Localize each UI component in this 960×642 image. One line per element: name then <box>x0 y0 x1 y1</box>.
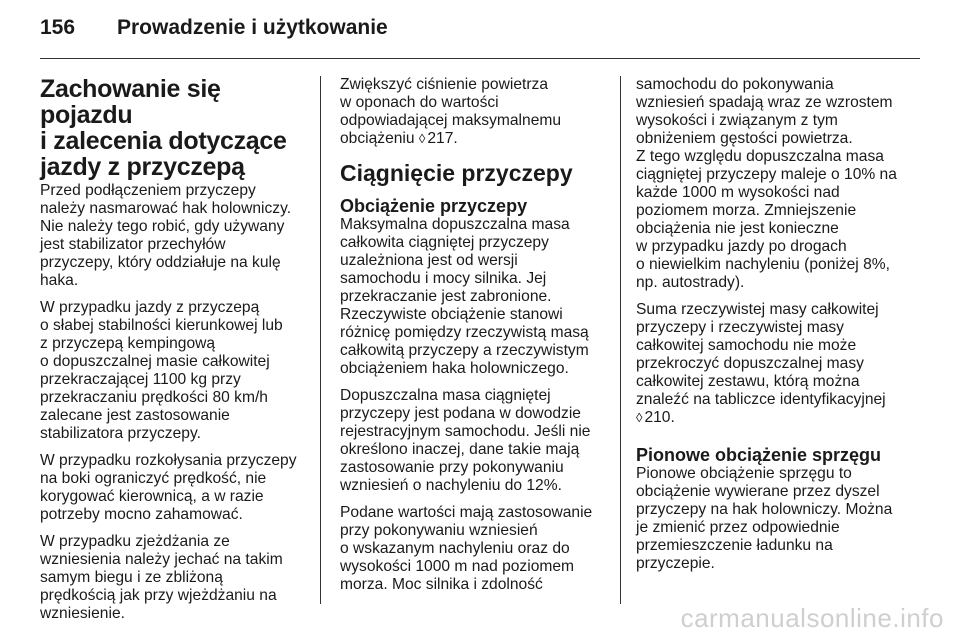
paragraph: Podane wartości mają zastosowanie przy pokonywaniu wzniesień o wskazanym nachyleniu oraz do wysokości 1000 m nad poziomem morza. Moc silnika i zdolność <box>340 504 593 593</box>
paragraph: Przed podłączeniem przyczepy należy nasmarować hak holowniczy. Nie należy tego robić, gdy używany jest stabilizator przechyłów przyczepy, który oddziałuje na kulę haka. <box>40 182 292 289</box>
page-reference-link[interactable]: 217. <box>427 130 458 147</box>
subheading: Pionowe obciążenie sprzęgu <box>636 445 882 465</box>
paragraph: W przypadku zjeżdżania ze wzniesienia należy jechać na takim samym biegu i ze zbliżoną prędkością jak przy wjeżdżaniu na wzniesienie. <box>40 533 283 622</box>
page-reference-icon: ◊ <box>636 410 643 425</box>
page-header <box>40 16 388 52</box>
paragraph: Dopuszczalna masa ciągniętej przyczepy jest podana w dowodzie rejestracyjnym samochodu. Jeśli nie określono inaczej, dane takie mają zastosowanie przy pokonywaniu wzniesień o nachyleniu do 12%. <box>340 387 591 494</box>
column-middle <box>340 76 602 603</box>
paragraph-text: Suma rzeczywistej masy całkowitej przyczepy i rzeczywistej masy całkowitej samochodu nie może przekroczyć dopuszczalnej masy całkowitej zestawu, którą można znaleźć na tabliczce identyfikacyjnej <box>636 301 886 408</box>
subheading: Obciążenie przyczepy <box>340 196 528 216</box>
paragraph-text: Zwiększyć ciśnienie powietrza w oponach do wartości odpowiadającej maksymalnemu obciążeniu <box>340 76 562 147</box>
column-left <box>40 76 310 632</box>
paragraph: samochodu do pokonywania wzniesień spadają wraz ze wzrostem wysokości i związanym z tym obniżeniem gęstości powietrza. Z tego względu dopuszczalna masa ciągniętej przyczepy maleje o 10% na każde 1000 m wysokości nad poziomem morza. Zmniejszenie obciążenia nie jest konieczne w przypadku jazdy po drogach o niewielkim nachyleniu (poniżej 8%, np. autostrady). <box>636 76 897 291</box>
paragraph <box>340 76 602 148</box>
page-number: 156 <box>40 16 76 39</box>
watermark: carmanualsonline.info <box>680 603 944 633</box>
page-reference-link[interactable]: 210. <box>644 409 675 426</box>
section-heading: Zachowanie się pojazdu i zalecenia dotyczące jazdy z przyczepą <box>40 75 287 181</box>
column-right <box>636 76 906 582</box>
chapter-heading: Ciągnięcie przyczepy <box>340 160 573 186</box>
header-rule <box>40 58 920 59</box>
paragraph: W przypadku rozkołysania przyczepy na boki ograniczyć prędkość, nie korygować kierownicą, a w razie potrzeby mocno zahamować. <box>40 452 297 523</box>
paragraph: Maksymalna dopuszczalna masa całkowita ciągniętej przyczepy uzależniona jest od wersji samochodu i mocy silnika. Jej przekraczanie jest zabronione. Rzeczywiste obciążenie stanowi różnicę pomiędzy rzeczywistą masą całkowitą przyczepy a rzeczywistym obciążeniem haka holowniczego. <box>340 216 589 377</box>
section-title: Prowadzenie i użytkowanie <box>117 16 388 39</box>
column-divider <box>320 76 321 604</box>
paragraph <box>636 301 906 427</box>
paragraph: W przypadku jazdy z przyczepą o słabej stabilności kierunkowej lub z przyczepą kempingową o dopuszczalnej masie całkowitej przekraczającej 1100 kg przy przekraczaniu prędkości 80 km/h zalecane jest zastosowanie stabilizatora przyczepy. <box>40 299 283 442</box>
paragraph: Pionowe obciążenie sprzęgu to obciążenie wywierane przez dyszel przyczepy na hak holowniczy. Można je zmienić przez odpowiednie przemieszczenie ładunku na przyczepie. <box>636 465 893 572</box>
page-reference-icon: ◊ <box>418 131 426 146</box>
column-divider <box>620 76 621 604</box>
